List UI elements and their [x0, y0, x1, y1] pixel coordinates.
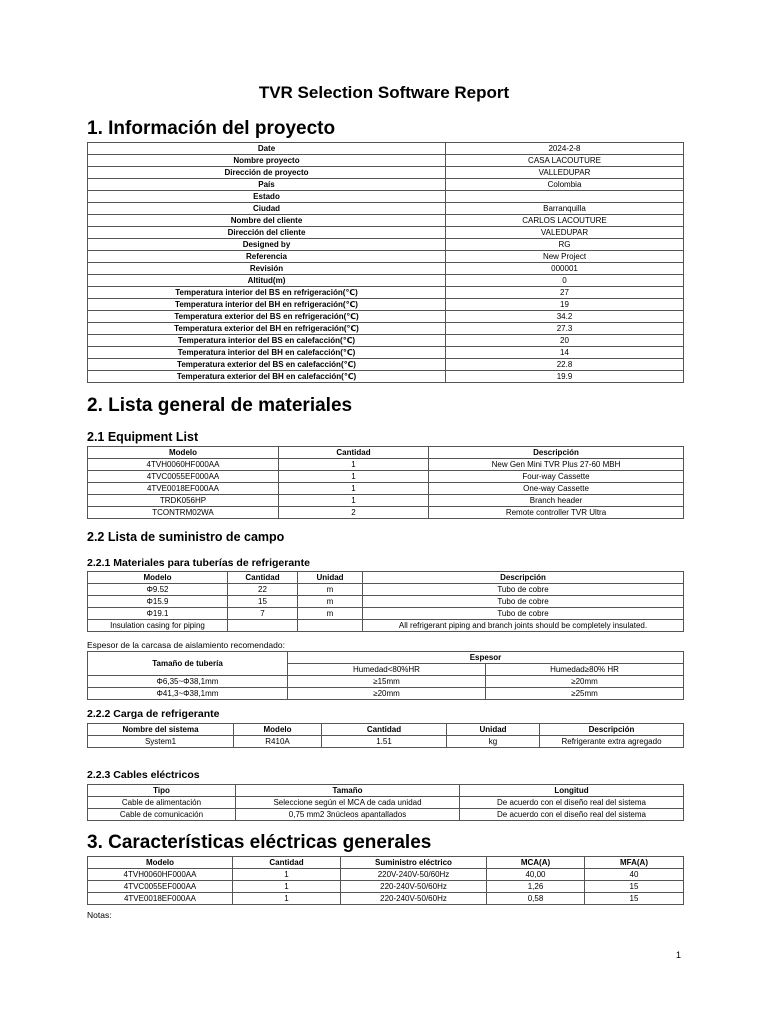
table-cell: 7: [228, 608, 298, 620]
table-cell: One-way Cassette: [429, 483, 684, 495]
field-value: 0: [446, 275, 684, 287]
field-label: Dirección de proyecto: [88, 167, 446, 179]
table-cell: 1: [233, 893, 341, 905]
field-value: 19.9: [446, 371, 684, 383]
table-cell: Cable de comunicación: [88, 809, 236, 821]
cables-table: [87, 784, 684, 821]
table-cell: R410A: [234, 736, 322, 748]
table-row: [88, 227, 684, 239]
column-header: Cantidad: [233, 857, 341, 869]
table-row: [88, 459, 684, 471]
table-cell: 1: [279, 495, 429, 507]
table-cell: 1: [279, 459, 429, 471]
table-cell: ≥20mm: [486, 676, 684, 688]
field-label: Temperatura exterior del BS en calefacción(℃): [88, 359, 446, 371]
table-row: [88, 215, 684, 227]
electric-cables-title: 2.2.3 Cables eléctricos: [87, 769, 200, 781]
table-cell: 4TVH0060HF000AA: [88, 869, 233, 881]
table-cell: 1: [233, 869, 341, 881]
table-cell: Cable de alimentación: [88, 797, 236, 809]
column-header: Cantidad: [322, 724, 447, 736]
table-row: [88, 311, 684, 323]
table-cell: 220-240V-50/60Hz: [341, 881, 487, 893]
field-label: Designed by: [88, 239, 446, 251]
table-row: [88, 347, 684, 359]
field-value: RG: [446, 239, 684, 251]
field-value: 19: [446, 299, 684, 311]
table-cell: Four-way Cassette: [429, 471, 684, 483]
field-label: Temperatura interior del BH en calefacción(℃): [88, 347, 446, 359]
table-cell: All refrigerant piping and branch joints should be completely insulated.: [363, 620, 684, 632]
field-value: Colombia: [446, 179, 684, 191]
table-row: [88, 263, 684, 275]
table-cell: 0,75 mm2 3núcleos apantallados: [236, 809, 460, 821]
table-cell: 15: [585, 893, 684, 905]
table-cell: Φ9.52: [88, 584, 228, 596]
column-header: Modelo: [88, 572, 228, 584]
table-cell: 4TVH0060HF000AA: [88, 459, 279, 471]
column-header: Descripción: [429, 447, 684, 459]
section-3-title: 3. Características eléctricas generales: [87, 832, 432, 853]
field-label: Nombre proyecto: [88, 155, 446, 167]
field-value: 2024-2-8: [446, 143, 684, 155]
table-cell: [298, 620, 363, 632]
field-supply-title: 2.2 Lista de suministro de campo: [87, 530, 285, 544]
table-cell: Remote controller TVR Ultra: [429, 507, 684, 519]
field-label: Temperatura interior del BS en calefacción(℃): [88, 335, 446, 347]
table-cell: 2: [279, 507, 429, 519]
table-cell: [228, 620, 298, 632]
table-row: [88, 809, 684, 821]
refrigerant-charge-title: 2.2.2 Carga de refrigerante: [87, 708, 220, 720]
column-header: Cantidad: [228, 572, 298, 584]
table-cell: Tubo de cobre: [363, 584, 684, 596]
table-row: [88, 179, 684, 191]
table-cell: 4TVC0055EF000AA: [88, 471, 279, 483]
table-cell: 220V-240V-50/60Hz: [341, 869, 487, 881]
field-label: Altitud(m): [88, 275, 446, 287]
column-header: Longitud: [460, 785, 684, 797]
table-cell: kg: [447, 736, 540, 748]
col-humidity-high: Humedad≥80% HR: [486, 664, 684, 676]
table-cell: m: [298, 596, 363, 608]
field-label: Temperatura exterior del BH en calefacción(℃): [88, 371, 446, 383]
field-value: 27: [446, 287, 684, 299]
table-row: [88, 495, 684, 507]
equipment-table: [87, 446, 684, 519]
piping-materials-title: 2.2.1 Materiales para tuberías de refrigerante: [87, 557, 310, 569]
field-value: VALEDUPAR: [446, 227, 684, 239]
field-label: Revisión: [88, 263, 446, 275]
table-row: [88, 471, 684, 483]
field-label: Referencia: [88, 251, 446, 263]
table-row: [88, 797, 684, 809]
insulation-note: Espesor de la carcasa de aislamiento recomendado:: [87, 640, 285, 650]
table-cell: System1: [88, 736, 234, 748]
field-value: Barranquilla: [446, 203, 684, 215]
table-cell: TRDK056HP: [88, 495, 279, 507]
table-cell: 4TVC0055EF000AA: [88, 881, 233, 893]
table-cell: TCONTRM02WA: [88, 507, 279, 519]
table-row: [88, 275, 684, 287]
column-header: Descripción: [540, 724, 684, 736]
table-row: [88, 251, 684, 263]
table-row: [88, 596, 684, 608]
table-row: [88, 191, 684, 203]
table-cell: 1: [233, 881, 341, 893]
table-cell: Φ19.1: [88, 608, 228, 620]
table-cell: 4TVE0018EF000AA: [88, 893, 233, 905]
table-cell: 40,00: [487, 869, 585, 881]
table-cell: Tubo de cobre: [363, 596, 684, 608]
field-label: Ciudad: [88, 203, 446, 215]
field-label: Temperatura exterior del BH en refrigeración(℃): [88, 323, 446, 335]
table-row: [88, 688, 684, 700]
electrical-table: [87, 856, 684, 905]
column-header: Descripción: [363, 572, 684, 584]
field-label: Date: [88, 143, 446, 155]
column-header: Unidad: [298, 572, 363, 584]
piping-table: [87, 571, 684, 632]
column-header: Modelo: [234, 724, 322, 736]
table-row: [88, 167, 684, 179]
table-cell: 1: [279, 483, 429, 495]
table-row: [88, 483, 684, 495]
field-label: Nombre del cliente: [88, 215, 446, 227]
table-cell: 40: [585, 869, 684, 881]
section-2-title: 2. Lista general de materiales: [87, 395, 353, 416]
table-cell: ≥15mm: [288, 676, 486, 688]
table-cell: Insulation casing for piping: [88, 620, 228, 632]
table-cell: Tubo de cobre: [363, 608, 684, 620]
table-row: [88, 869, 684, 881]
column-header: Cantidad: [279, 447, 429, 459]
table-cell: Φ41,3~Φ38,1mm: [88, 688, 288, 700]
table-row: [88, 299, 684, 311]
table-row: [88, 359, 684, 371]
field-value: 20: [446, 335, 684, 347]
table-row: [88, 736, 684, 748]
project-info-table: [87, 142, 684, 383]
table-row: [88, 323, 684, 335]
table-row: [88, 371, 684, 383]
table-cell: 1,26: [487, 881, 585, 893]
column-header: MFA(A): [585, 857, 684, 869]
table-cell: Φ15.9: [88, 596, 228, 608]
table-cell: 1: [279, 471, 429, 483]
table-row: [88, 155, 684, 167]
table-row: [88, 676, 684, 688]
col-thickness: Espesor: [288, 652, 684, 664]
column-header: Unidad: [447, 724, 540, 736]
column-header: Tamaño: [236, 785, 460, 797]
table-row: [88, 507, 684, 519]
table-cell: ≥20mm: [288, 688, 486, 700]
field-label: Temperatura interior del BS en refrigeración(℃): [88, 287, 446, 299]
field-value: 34.2: [446, 311, 684, 323]
table-row: [88, 203, 684, 215]
table-cell: ≥25mm: [486, 688, 684, 700]
table-cell: 22: [228, 584, 298, 596]
field-label: Temperatura interior del BH en refrigeración(℃): [88, 299, 446, 311]
field-value: 14: [446, 347, 684, 359]
field-value: 000001: [446, 263, 684, 275]
field-value: CASA LACOUTURE: [446, 155, 684, 167]
table-row: [88, 584, 684, 596]
table-cell: New Gen Mini TVR Plus 27-60 MBH: [429, 459, 684, 471]
table-cell: 4TVE0018EF000AA: [88, 483, 279, 495]
table-cell: De acuerdo con el diseño real del sistema: [460, 797, 684, 809]
report-title: TVR Selection Software Report: [258, 83, 510, 102]
table-row: [88, 881, 684, 893]
table-cell: Seleccione según el MCA de cada unidad: [236, 797, 460, 809]
column-header: MCA(A): [487, 857, 585, 869]
equipment-list-title: 2.1 Equipment List: [87, 430, 199, 444]
table-cell: 15: [228, 596, 298, 608]
field-label: País: [88, 179, 446, 191]
table-cell: 1.51: [322, 736, 447, 748]
table-cell: Refrigerante extra agregado: [540, 736, 684, 748]
table-row: [88, 143, 684, 155]
field-label: Dirección del cliente: [88, 227, 446, 239]
table-cell: Branch header: [429, 495, 684, 507]
column-header: Tipo: [88, 785, 236, 797]
section-1-title: 1. Información del proyecto: [87, 118, 336, 139]
notes-label: Notas:: [87, 910, 112, 920]
column-header: Nombre del sistema: [88, 724, 234, 736]
field-value: New Project: [446, 251, 684, 263]
refrigerant-table: [87, 723, 684, 748]
table-row: [88, 287, 684, 299]
column-header: Suministro eléctrico: [341, 857, 487, 869]
field-value: 22.8: [446, 359, 684, 371]
table-cell: m: [298, 608, 363, 620]
table-row: [88, 239, 684, 251]
col-humidity-low: Humedad<80%HR: [288, 664, 486, 676]
insulation-table: [87, 651, 684, 700]
table-row: [88, 608, 684, 620]
table-row: [88, 335, 684, 347]
col-pipe-size: Tamaño de tubería: [88, 652, 288, 676]
field-value: [446, 191, 684, 203]
field-value: CARLOS LACOUTURE: [446, 215, 684, 227]
table-cell: 0,58: [487, 893, 585, 905]
field-value: VALLEDUPAR: [446, 167, 684, 179]
table-cell: m: [298, 584, 363, 596]
table-cell: 220-240V-50/60Hz: [341, 893, 487, 905]
field-value: 27.3: [446, 323, 684, 335]
column-header: Modelo: [88, 857, 233, 869]
field-label: Estado: [88, 191, 446, 203]
column-header: Modelo: [88, 447, 279, 459]
field-label: Temperatura exterior del BS en refrigeración(℃): [88, 311, 446, 323]
table-cell: 15: [585, 881, 684, 893]
page-number: 1: [676, 950, 682, 960]
table-cell: Φ6,35~Φ38,1mm: [88, 676, 288, 688]
table-cell: De acuerdo con el diseño real del sistema: [460, 809, 684, 821]
table-row: [88, 620, 684, 632]
table-row: [88, 893, 684, 905]
